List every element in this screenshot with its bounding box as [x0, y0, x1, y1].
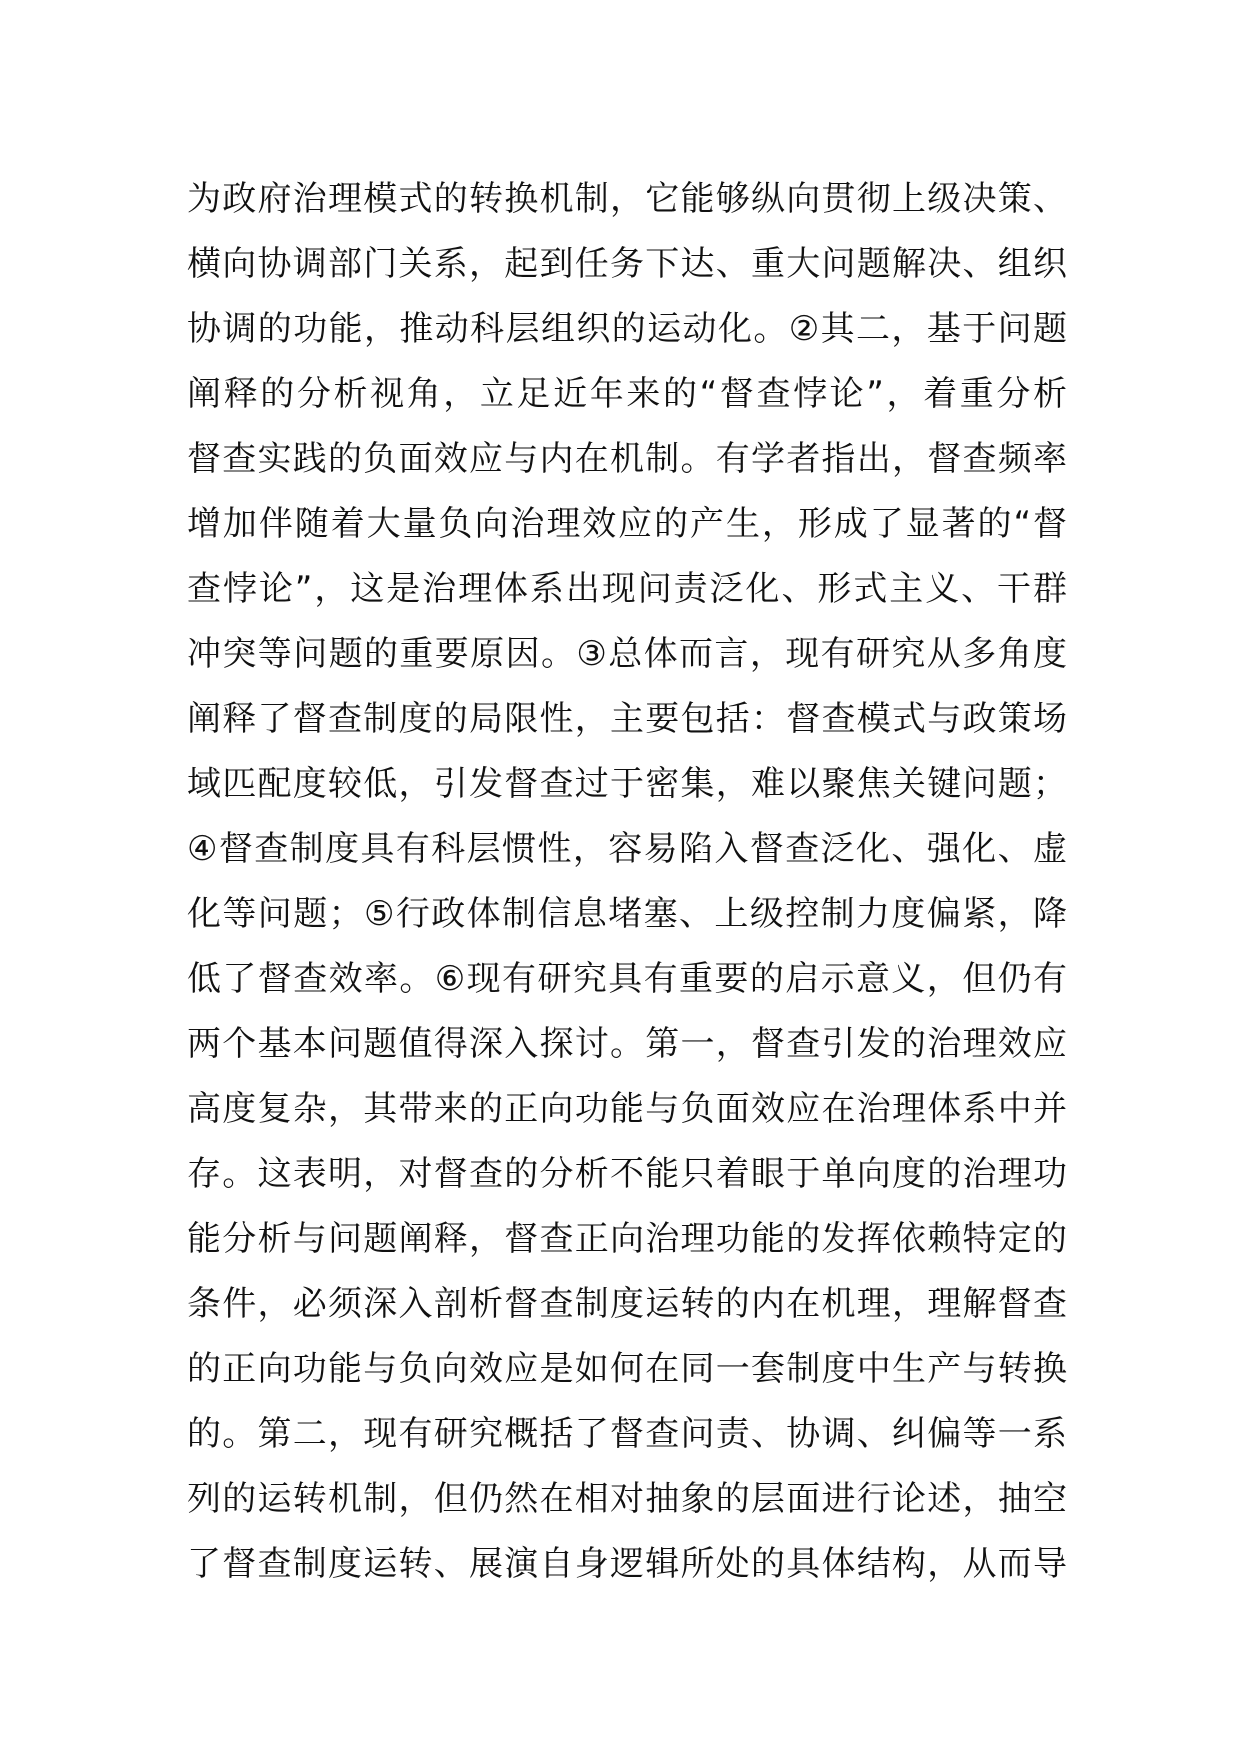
text-line: 能分析与问题阐释，督查正向治理功能的发挥依赖特定的 [187, 1219, 1067, 1259]
text-line: 存。这表明，对督查的分析不能只着眼于单向度的治理功 [187, 1154, 1067, 1194]
text-line: 两个基本问题值得深入探讨。第一，督查引发的治理效应 [187, 1024, 1067, 1064]
text-line: 横向协调部门关系，起到任务下达、重大问题解决、组织 [187, 244, 1067, 284]
body-paragraph [187, 167, 1067, 1597]
text-line: 冲突等问题的重要原因。③总体而言，现有研究从多角度 [187, 634, 1067, 674]
text-line: ④督查制度具有科层惯性，容易陷入督查泛化、强化、虚 [187, 829, 1067, 869]
text-line: 阐释的分析视角，立足近年来的“督查悖论”，着重分析 [187, 374, 1067, 414]
text-line: 条件，必须深入剖析督查制度运转的内在机理，理解督查 [187, 1284, 1067, 1324]
text-line: 增加伴随着大量负向治理效应的产生，形成了显著的“督 [187, 504, 1067, 544]
text-line: 督查实践的负面效应与内在机制。有学者指出，督查频率 [187, 439, 1067, 479]
text-line: 域匹配度较低，引发督查过于密集，难以聚焦关键问题； [187, 764, 1067, 804]
text-line: 的。第二，现有研究概括了督查问责、协调、纠偏等一系 [187, 1414, 1067, 1454]
text-line: 协调的功能，推动科层组织的运动化。②其二，基于问题 [187, 309, 1067, 349]
text-line: 了督查制度运转、展演自身逻辑所处的具体结构，从而导 [187, 1544, 1067, 1584]
text-line: 低了督查效率。⑥现有研究具有重要的启示意义，但仍有 [187, 959, 1067, 999]
text-line: 化等问题；⑤行政体制信息堵塞、上级控制力度偏紧，降 [187, 894, 1067, 934]
text-line: 查悖论”，这是治理体系出现问责泛化、形式主义、干群 [187, 569, 1067, 609]
text-line: 的正向功能与负向效应是如何在同一套制度中生产与转换 [187, 1349, 1067, 1389]
text-line: 高度复杂，其带来的正向功能与负面效应在治理体系中并 [187, 1089, 1067, 1129]
text-line: 阐释了督查制度的局限性，主要包括：督查模式与政策场 [187, 699, 1067, 739]
text-line: 为政府治理模式的转换机制，它能够纵向贯彻上级决策、 [187, 179, 1067, 219]
text-line: 列的运转机制，但仍然在相对抽象的层面进行论述，抽空 [187, 1479, 1067, 1519]
